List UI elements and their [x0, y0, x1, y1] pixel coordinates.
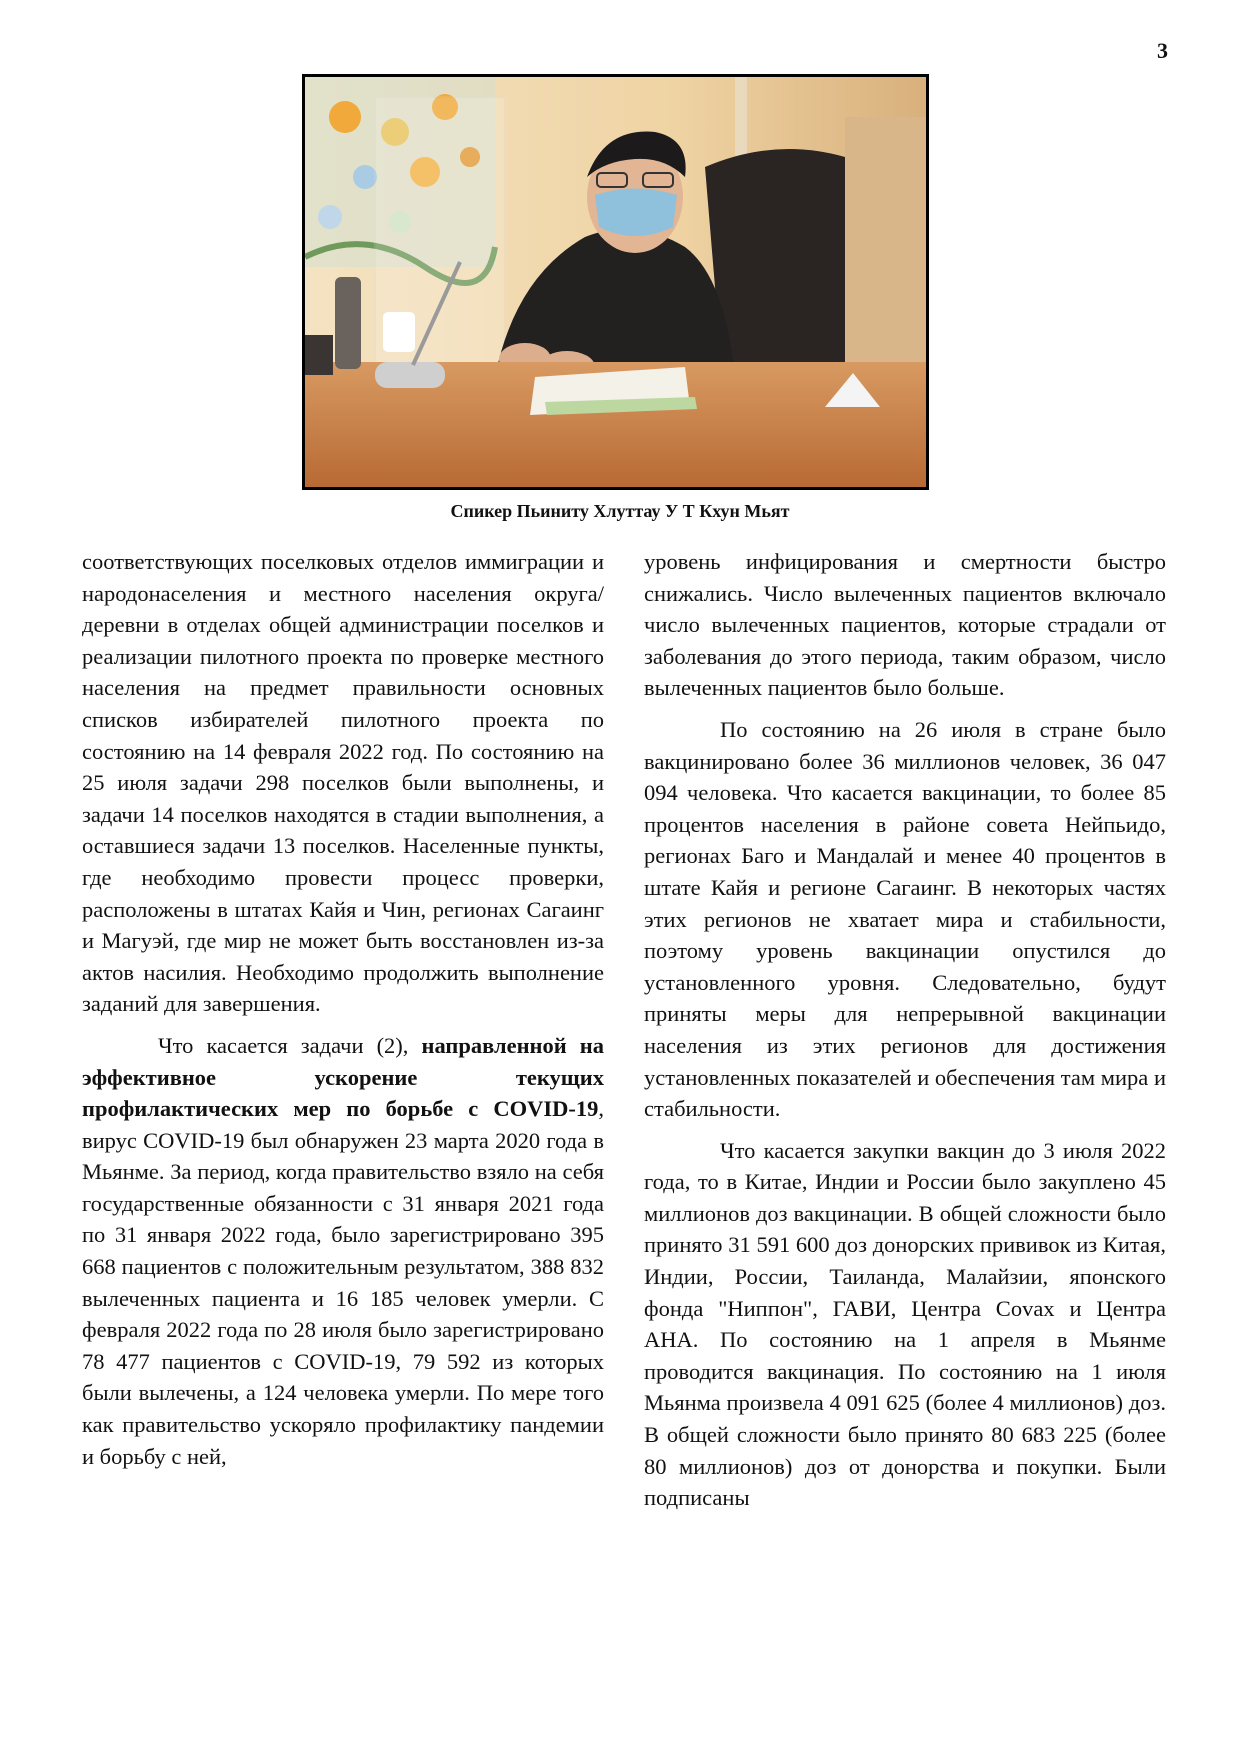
- right-paragraph-2: По состоянию на 26 июля в стране было вакцинировано более 36 миллионов человек, 36 047 094 человека. Что касается вакцинации, то более 85 процентов населения в районе совета Нейпьидо, регионах Баго и Мандалай и менее 40 процентов в штате Кайя и регионе Сагаинг. В некоторых частях этих регионов не хватает мира и стабильности, поэтому уровень вакцинации опустился до установленного уровня. Следовательно, будут приняты меры для непрерывной вакцинации населения из этих регионов для достижения установленных показателей и обеспечения там мира и стабильности.: [644, 716, 1166, 1122]
- left-paragraph-1: соответствующих поселковых отделов иммиграции и народонаселения и местного населения округа/деревни в отделах общей администрации поселков и реализации пилотного проекта по проверке местного населения на предмет правильности основных списков избирателей пилотного проекта по состоянию на 14 февраля 2022 год. По состоянию на 25 июля задачи 298 поселков были выполнены, и задачи 14 поселков находятся в стадии выполнения, а оставшиеся задачи 13 поселков. Населенные пункты, где необходимо провести процесс проверки, расположены в штатах Кайя и Чин, регионах Сагаинг и Магуэй, где мир не может быть восстановлен из-за актов насилия. Необходимо продолжить выполнение заданий для завершения.: [82, 549, 604, 1017]
- right-column: [644, 546, 1166, 1524]
- photo-illustration: [305, 77, 926, 487]
- paragraph-body: , вирус COVID-19 был обнаружен 23 марта 2020 года в Мьянме. За период, когда правительство взяло на себя государственные обязанности с 31 января 2021 года по 31 января 2022 года, было зарегистрировано 395 668 пациентов с положительным результатом, 388 832 вылеченных пациента и 16 185 человек умерли. С февраля 2022 года по 28 июля было зарегистрировано 78 477 пациентов с COVID-19, 79 592 из которых были вылечены, а 124 человека умерли. По мере того как правительство ускоряло профилактику пандемии и борьбу с ней,: [82, 1096, 604, 1469]
- paragraph-intro: Что касается задачи (2),: [158, 1032, 422, 1058]
- left-column: [82, 546, 604, 1482]
- speaker-photo: [302, 74, 929, 490]
- page-number: 3: [1157, 38, 1168, 63]
- left-paragraph-2: [82, 1030, 604, 1472]
- bold-heading-text: направленной на эффективное ускорение текущих профилактических мер по борьбе с COVID-19: [82, 1032, 604, 1122]
- right-paragraph-1: уровень инфицирования и смертности быстро снижались. Число вылеченных пациентов включало число вылеченных пациентов, которые страдали от заболевания до этого периода, таким образом, число вылеченных пациентов было больше.: [644, 549, 1166, 701]
- photo-caption: Спикер Пьиниту Хлуттау У Т Кхун Мьят: [450, 501, 790, 521]
- right-paragraph-3: Что касается закупки вакцин до 3 июля 2022 года, то в Китае, Индии и России было закуплено 45 миллионов доз вакцинации. В общей сложности было принято 31 591 600 доз донорских прививок из Китая, Индии, России, Таиланда, Малайзии, японского фонда "Ниппон", ГАВИ, Центра Covax и Центра АНА. По состоянию на 1 апреля в Мьянме проводится вакцинация. По состоянию на 1 июля Мьянма произвела 4 091 625 (более 4 миллионов) доз. В общей сложности было принято 80 683 225 (более 80 миллионов) доз от донорства и покупки. Были подписаны: [644, 1137, 1166, 1511]
